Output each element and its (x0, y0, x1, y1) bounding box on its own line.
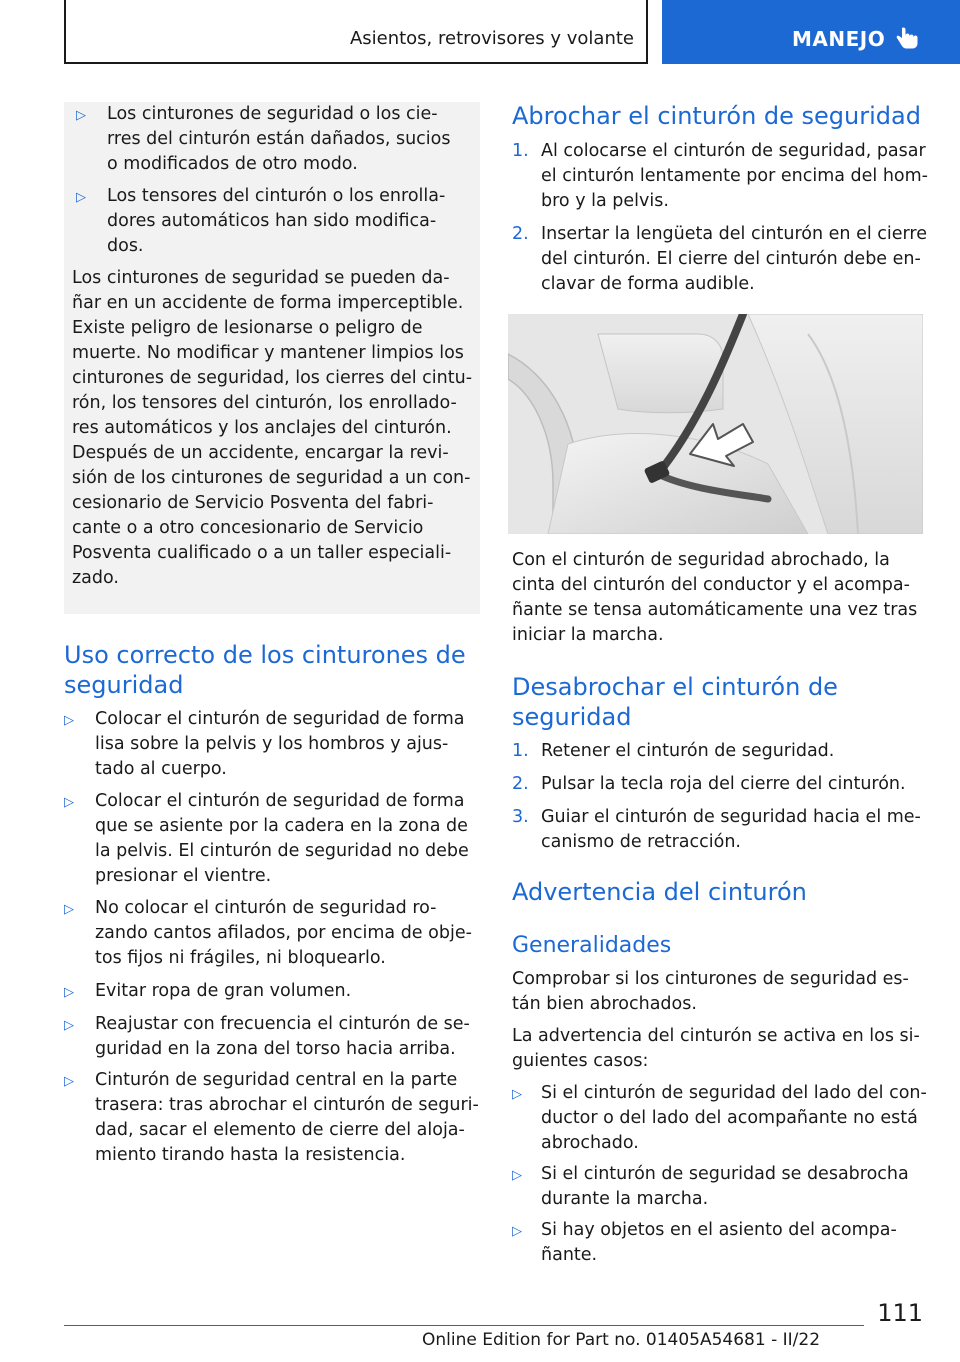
seat-belt-buckle-drawing (508, 314, 923, 534)
bullet-triangle-icon: ▷ (76, 190, 86, 205)
warning-bullet-1: Los cinturones de seguridad o los cie- rres del cinturón están dañados, sucios o modificados de otro modo. (107, 104, 451, 174)
uso-bullet-1: Colocar el cinturón de seguridad de forma lisa sobre la pelvis y los hombros y ajus- tado al cuerpo. (95, 709, 465, 779)
footer-edition-text: Online Edition for Part no. 01405A54681 - II/22 (422, 1330, 821, 1350)
subheading-generalidades: Generalidades (512, 933, 672, 958)
seat-belt-buckle-illustration (508, 314, 923, 534)
advertencia-bullet-1: Si el cinturón de seguridad del lado del con- ductor o del lado del acompañante no está abrochado. (541, 1083, 927, 1153)
bullet-triangle-icon: ▷ (512, 1087, 522, 1102)
warning-paragraph: Los cinturones de seguridad se pueden da- ñar en un accidente de forma imperceptible. Existe peligro de lesionarse o peligro de muerte. No modificar y mantener limpios los cinturones de seguridad, los cierres del cintu- rón, los tensores del cinturón, los enrollado- res automáticos y los anclajes del cinturón. Después de un accidente, encargar la revi- sión de los cinturones de seguridad a un con- cesionario de Servicio Posventa del fabri- cante o a otro concesionario de Servicio Posventa cualificado o a un taller especiali- zado. (72, 268, 473, 588)
advertencia-bullet-3: Si hay objetos en el asiento del acompa- ñante. (541, 1220, 897, 1265)
abrochar-note: Con el cinturón de seguridad abrochado, la cinta del cinturón del conductor y el acompa- ñante se tensa automáticamente una vez tras iniciar la marcha. (512, 550, 918, 645)
uso-bullet-3: No colocar el cinturón de seguridad ro- zando cantos afilados, por encima de obje- tos fijos ni frágiles, ni bloquearlo. (95, 898, 472, 968)
heading-advertencia: Advertencia del cinturón (512, 878, 807, 906)
step-number: 3. (512, 807, 529, 827)
bullet-triangle-icon: ▷ (64, 902, 74, 917)
uso-bullet-4: Evitar ropa de gran volumen. (95, 981, 352, 1001)
page-number: 111 (877, 1299, 923, 1327)
desabrochar-step-3: Guiar el cinturón de seguridad hacia el me- canismo de retracción. (541, 807, 921, 852)
warning-bullet-2: Los tensores del cinturón o los enrolla- dores automáticos han sido modifica- dos. (107, 186, 446, 256)
bullet-triangle-icon: ▷ (64, 795, 74, 810)
chapter-title: MANEJO (792, 27, 886, 51)
uso-bullet-6: Cinturón de seguridad central en la parte trasera: tras abrochar el cinturón de seguri- dad, sacar el elemento de cierre del aloja- miento tirando hasta la resistencia. (95, 1070, 479, 1165)
uso-bullet-5: Reajustar con frecuencia el cinturón de se- guridad en la zona del torso hacia arriba. (95, 1014, 470, 1059)
heading-uso-correcto: Uso correcto de los cinturones de seguridad (64, 641, 466, 699)
desabrochar-step-1: Retener el cinturón de seguridad. (541, 741, 835, 761)
hand-pointer-icon (896, 26, 920, 52)
bullet-triangle-icon: ▷ (512, 1168, 522, 1183)
running-header-section (64, 0, 648, 64)
section-title: Asientos, retrovisores y volante (349, 28, 634, 49)
heading-abrochar: Abrochar el cinturón de seguridad (512, 102, 921, 130)
desabrochar-step-2: Pulsar la tecla roja del cierre del cinturón. (541, 774, 906, 794)
bullet-triangle-icon: ▷ (64, 1074, 74, 1089)
step-number: 1. (512, 141, 529, 161)
heading-desabrochar: Desabrochar el cinturón de seguridad (512, 673, 838, 731)
bullet-triangle-icon: ▷ (64, 1018, 74, 1033)
bullet-triangle-icon: ▷ (512, 1224, 522, 1239)
step-number: 1. (512, 741, 529, 761)
advertencia-bullet-2: Si el cinturón de seguridad se desabrocha durante la marcha. (541, 1164, 909, 1209)
step-number: 2. (512, 224, 529, 244)
abrochar-step-2: Insertar la lengüeta del cinturón en el cierre del cinturón. El cierre del cinturón debe en- clavar de forma audible. (541, 224, 927, 294)
step-number: 2. (512, 774, 529, 794)
advertencia-paragraph-2: La advertencia del cinturón se activa en los si- guientes casos: (512, 1026, 920, 1071)
advertencia-paragraph-1: Comprobar si los cinturones de seguridad es- tán bien abrochados. (512, 969, 909, 1014)
bullet-triangle-icon: ▷ (76, 108, 86, 123)
bullet-triangle-icon: ▷ (64, 985, 74, 1000)
abrochar-step-1: Al colocarse el cinturón de seguridad, pasar el cinturón lentamente por encima del hom- bro y la pelvis. (541, 141, 928, 211)
uso-bullet-2: Colocar el cinturón de seguridad de forma que se asiente por la cadera en la zona de la pelvis. El cinturón de seguridad no debe presionar el vientre. (95, 791, 469, 886)
footer-rule (64, 1325, 864, 1326)
bullet-triangle-icon: ▷ (64, 713, 74, 728)
